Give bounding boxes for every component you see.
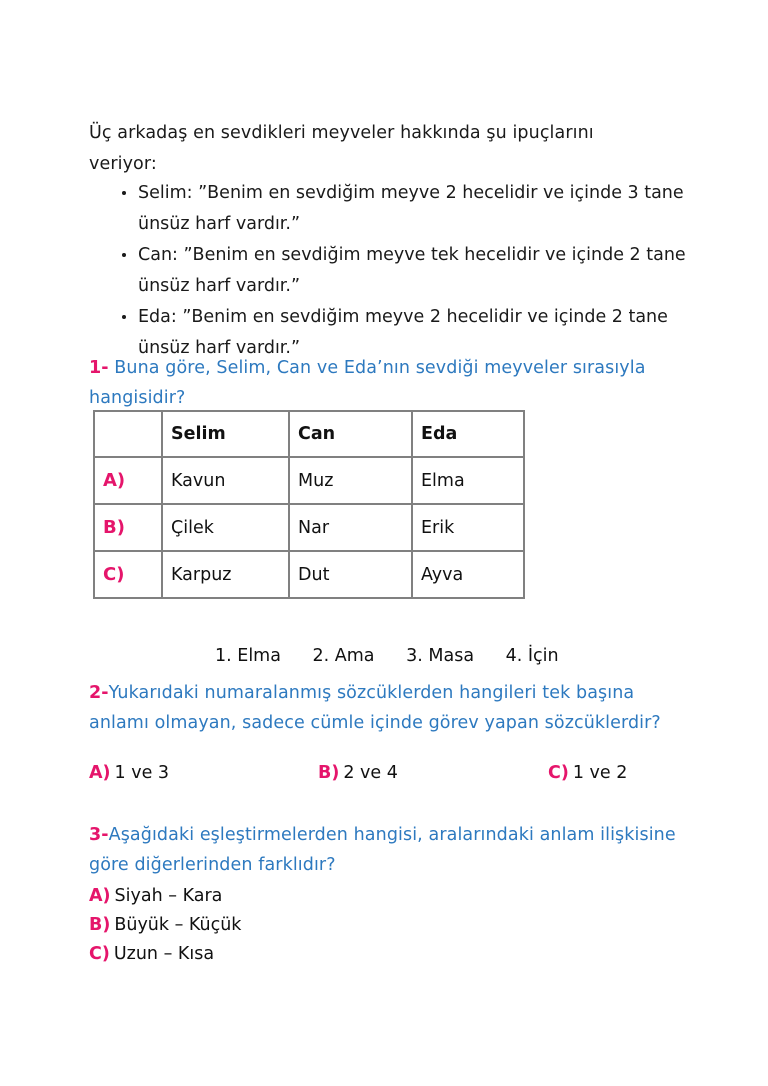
option-a-text: 1 ve 3 [114,763,170,783]
option-c[interactable] [89,940,489,969]
table-header-can: Can [289,411,412,457]
question-2-body: Yukarıdaki numaralanmış sözcüklerden hangileri tek başına anlamı olmayan, sadece cümle içinde görev yapan sözcüklerdir? [89,683,661,733]
table-cell: Kavun [162,457,289,504]
list-item [89,240,699,302]
table-row[interactable] [94,457,524,504]
clue-text: Can: ”Benim en sevdiğim meyve tek hecelidir ve içinde 2 tane ünsüz harf vardır.” [138,245,686,296]
option-b[interactable] [89,911,489,940]
option-b-key: B) [89,915,111,935]
question-3-number: 3- [89,825,109,845]
table-cell: Dut [289,551,412,598]
question-2-options [89,763,709,789]
intro-line-1: Üç arkadaş en sevdikleri meyveler hakkında şu ipuçlarını [89,123,594,143]
table-row[interactable] [94,551,524,598]
question-1-number: 1- [89,358,109,378]
table-cell: Elma [412,457,524,504]
word-item-1: 1. Elma [215,646,281,666]
table-header-eda: Eda [412,411,524,457]
table-option-label-a[interactable]: A) [94,457,162,504]
table-header-blank [94,411,162,457]
option-c[interactable] [548,763,627,783]
option-a[interactable] [89,763,169,783]
question-3-body: Aşağıdaki eşleştirmelerden hangisi, aralarındaki anlam ilişkisine göre diğerlerinden farklıdır? [89,825,676,875]
intro-line-2: veriyor: [89,154,157,174]
table-cell: Erik [412,504,524,551]
table-option-label-c[interactable]: C) [94,551,162,598]
option-a-key: A) [89,886,111,906]
question-1-body: Buna göre, Selim, Can ve Eda’nın sevdiği meyveler sırasıyla hangisidir? [89,358,646,408]
question-3-options [89,882,489,969]
option-b-text: 2 ve 4 [343,763,398,783]
bullet-icon [122,315,126,319]
option-b-key: B) [318,763,340,783]
option-a[interactable] [89,882,489,911]
table-cell: Nar [289,504,412,551]
answer-table [93,410,525,599]
table-cell: Karpuz [162,551,289,598]
option-c-key: C) [89,944,110,964]
option-b[interactable] [318,763,398,783]
question-2-text [89,678,689,738]
question-2-number: 2- [89,683,109,703]
table-cell: Muz [289,457,412,504]
option-c-text: Uzun – Kısa [113,944,215,964]
option-a-key: A) [89,763,111,783]
option-c-key: C) [548,763,569,783]
word-item-4: 4. İçin [505,646,559,666]
question-1-text [89,353,704,413]
clue-text: Eda: ”Benim en sevdiğim meyve 2 hecelidir ve içinde 2 tane ünsüz harf vardır.” [138,307,668,358]
table-option-label-b[interactable]: B) [94,504,162,551]
numbered-word-strip [215,646,559,666]
table-row[interactable] [94,504,524,551]
question-3-text [89,820,689,880]
option-b-text: Büyük – Küçük [114,915,242,935]
table-header-selim: Selim [162,411,289,457]
clue-text: Selim: ”Benim en sevdiğim meyve 2 hecelidir ve içinde 3 tane ünsüz harf vardır.” [138,183,684,234]
list-item [89,178,699,240]
intro-paragraph [89,118,699,180]
clue-list [89,178,699,364]
bullet-icon [122,191,126,195]
table-header-row [94,411,524,457]
word-item-3: 3. Masa [406,646,475,666]
bullet-icon [122,253,126,257]
option-a-text: Siyah – Kara [114,886,223,906]
table-cell: Ayva [412,551,524,598]
word-item-2: 2. Ama [312,646,375,666]
option-c-text: 1 ve 2 [572,763,628,783]
table-cell: Çilek [162,504,289,551]
